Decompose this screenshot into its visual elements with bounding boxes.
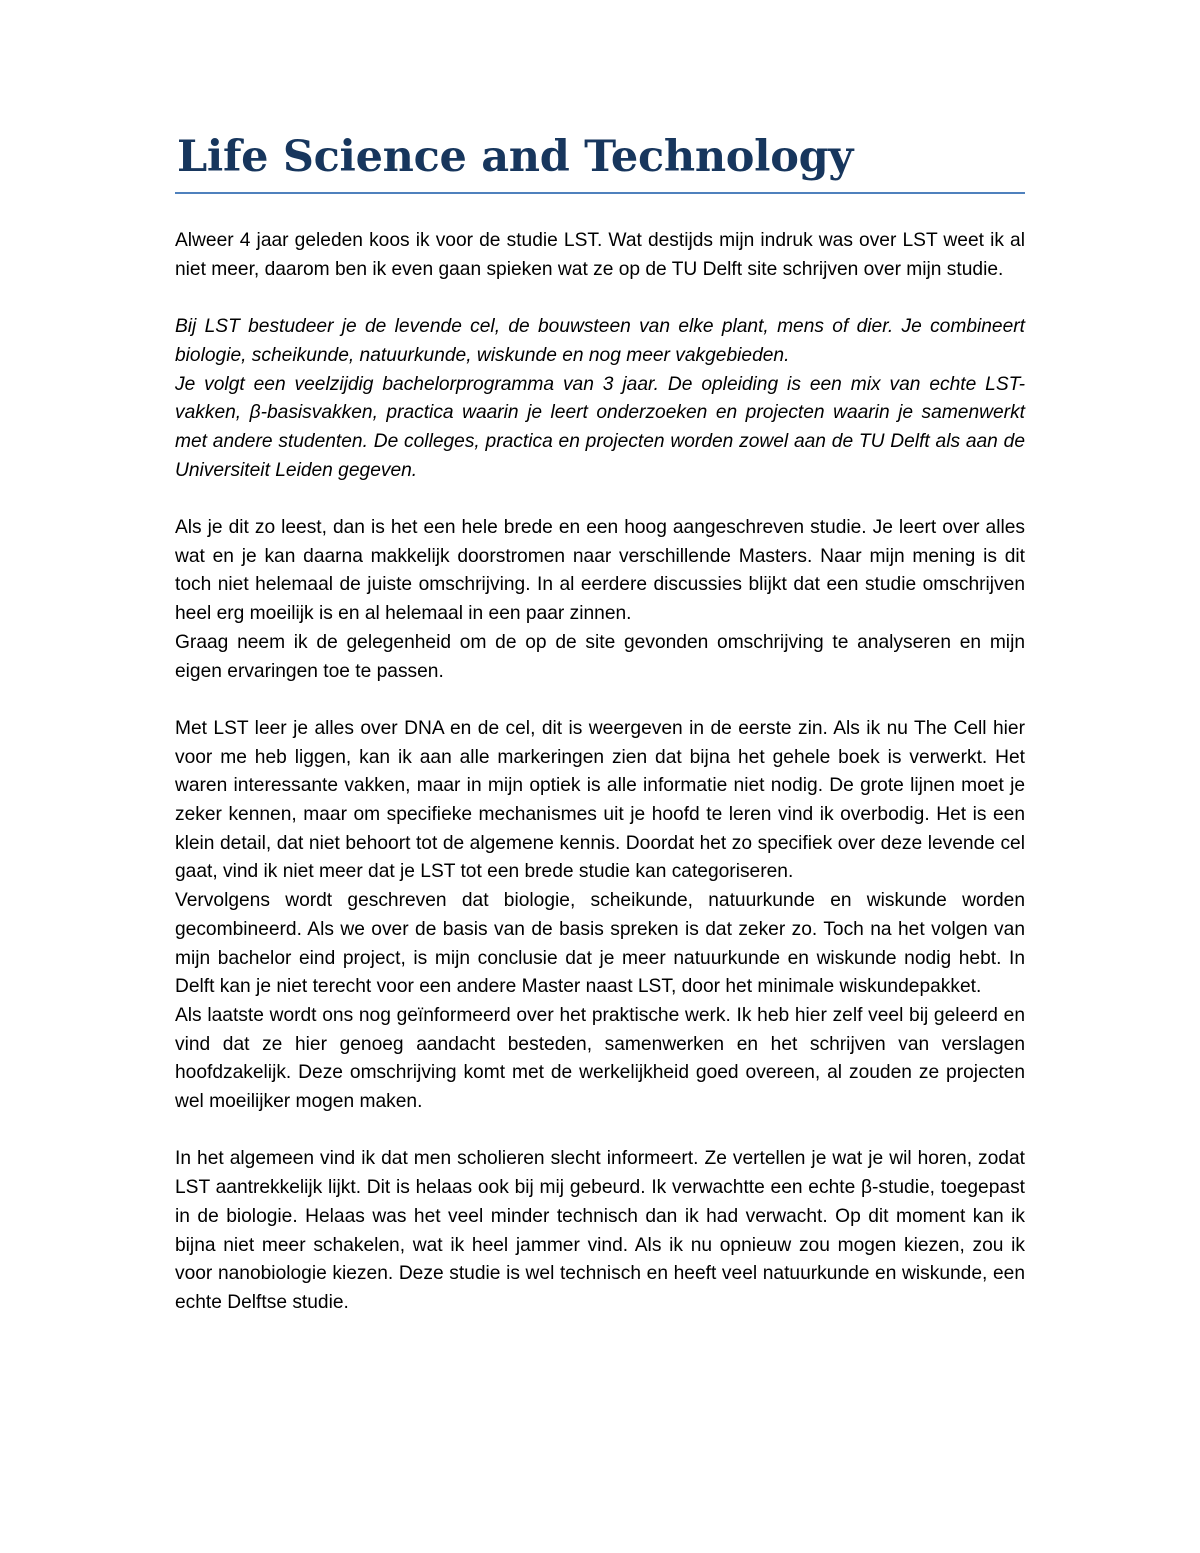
paragraph-line: Als laatste wordt ons nog geïnformeerd over het praktische werk. Ik heb hier zelf veel bij geleerd en vind dat ze hier genoeg aandacht besteden, samenwerken en het schrijven van verslagen hoofdzakelijk. Deze omschrijving komt met de werkelijkheid goed overeen, al zouden ze projecten wel moeilijker mogen maken. <box>175 1004 1025 1113</box>
paragraph-analysis <box>175 715 1025 1117</box>
paragraph-line: In het algemeen vind ik dat men scholieren slecht informeert. Ze vertellen je wat je wil horen, zodat LST aantrekkelijk lijkt. Dit is helaas ook bij mij gebeurd. Ik verwachtte een echte β-studie, toegepast in de biologie. Helaas was het veel minder technisch dan ik had verwacht. Op dit moment kan ik bijna niet meer schakelen, wat ik heel jammer vind. Als ik nu opnieuw zou mogen kiezen, zou ik voor nanobiologie kiezen. Deze studie is wel technisch en heeft veel natuurkunde en wiskunde, een echte Delftse studie. <box>175 1148 1025 1313</box>
document-content <box>175 128 1025 1318</box>
paragraph-line: Bij LST bestudeer je de levende cel, de bouwsteen van elke plant, mens of dier. Je combineert biologie, scheikunde, natuurkunde, wiskunde en nog meer vakgebieden. <box>175 316 1025 366</box>
paragraph-line: Vervolgens wordt geschreven dat biologie, scheikunde, natuurkunde en wiskunde worden gecombineerd. Als we over de basis van de basis spreken is dat zeker zo. Toch na het volgen van mijn bachelor eind project, is mijn conclusie dat je meer natuurkunde en wiskunde nodig hebt. In Delft kan je niet terecht voor een andere Master naast LST, door het minimale wiskundepakket. <box>175 890 1025 998</box>
paragraph-line: Je volgt een veelzijdig bachelorprogramma van 3 jaar. De opleiding is een mix van echte LST-vakken, β-basisvakken, practica waarin je leert onderzoeken en projecten waarin je samenwerkt met andere studenten. De colleges, practica en projecten worden zowel aan de TU Delft als aan de Universiteit Leiden gegeven. <box>175 373 1025 481</box>
paragraph-conclusion <box>175 1145 1025 1317</box>
paragraph-intro <box>175 227 1025 284</box>
paragraph-line: Graag neem ik de gelegenheid om de op de site gevonden omschrijving te analyseren en mijn eigen ervaringen toe te passen. <box>175 631 1025 682</box>
paragraph-quote <box>175 313 1025 485</box>
paragraph-line: Met LST leer je alles over DNA en de cel, dit is weergeven in de eerste zin. Als ik nu The Cell hier voor me heb liggen, kan ik aan alle markeringen zien dat bijna het gehele boek is verwerkt. Het waren interessante vakken, maar in mijn optiek is alle informatie niet nodig. De grote lijnen moet je zeker kennen, maar om specifieke mechanismes uit je hoofd te leren vind ik overbodig. Het is een klein detail, dat niet behoort tot de algemene kennis. Doordat het zo specifiek over deze levende cel gaat, vind ik niet meer dat je LST tot een brede studie kan categoriseren. <box>175 717 1025 883</box>
paragraph-reflection <box>175 514 1025 686</box>
paragraph-line: Als je dit zo leest, dan is het een hele brede en een hoog aangeschreven studie. Je leert over alles wat en je kan daarna makkelijk doorstromen naar verschillende Masters. Naar mijn mening is dit toch niet helemaal de juiste omschrijving. In al eerdere discussies blijkt dat een studie omschrijven heel erg moeilijk is en al helemaal in een paar zinnen. <box>175 517 1025 625</box>
paragraph-line: Alweer 4 jaar geleden koos ik voor de studie LST. Wat destijds mijn indruk was over LST weet ik al niet meer, daarom ben ik even gaan spieken wat ze op de TU Delft site schrijven over mijn studie. <box>175 230 1025 280</box>
document-title: Life Science and Technology <box>175 128 1025 194</box>
